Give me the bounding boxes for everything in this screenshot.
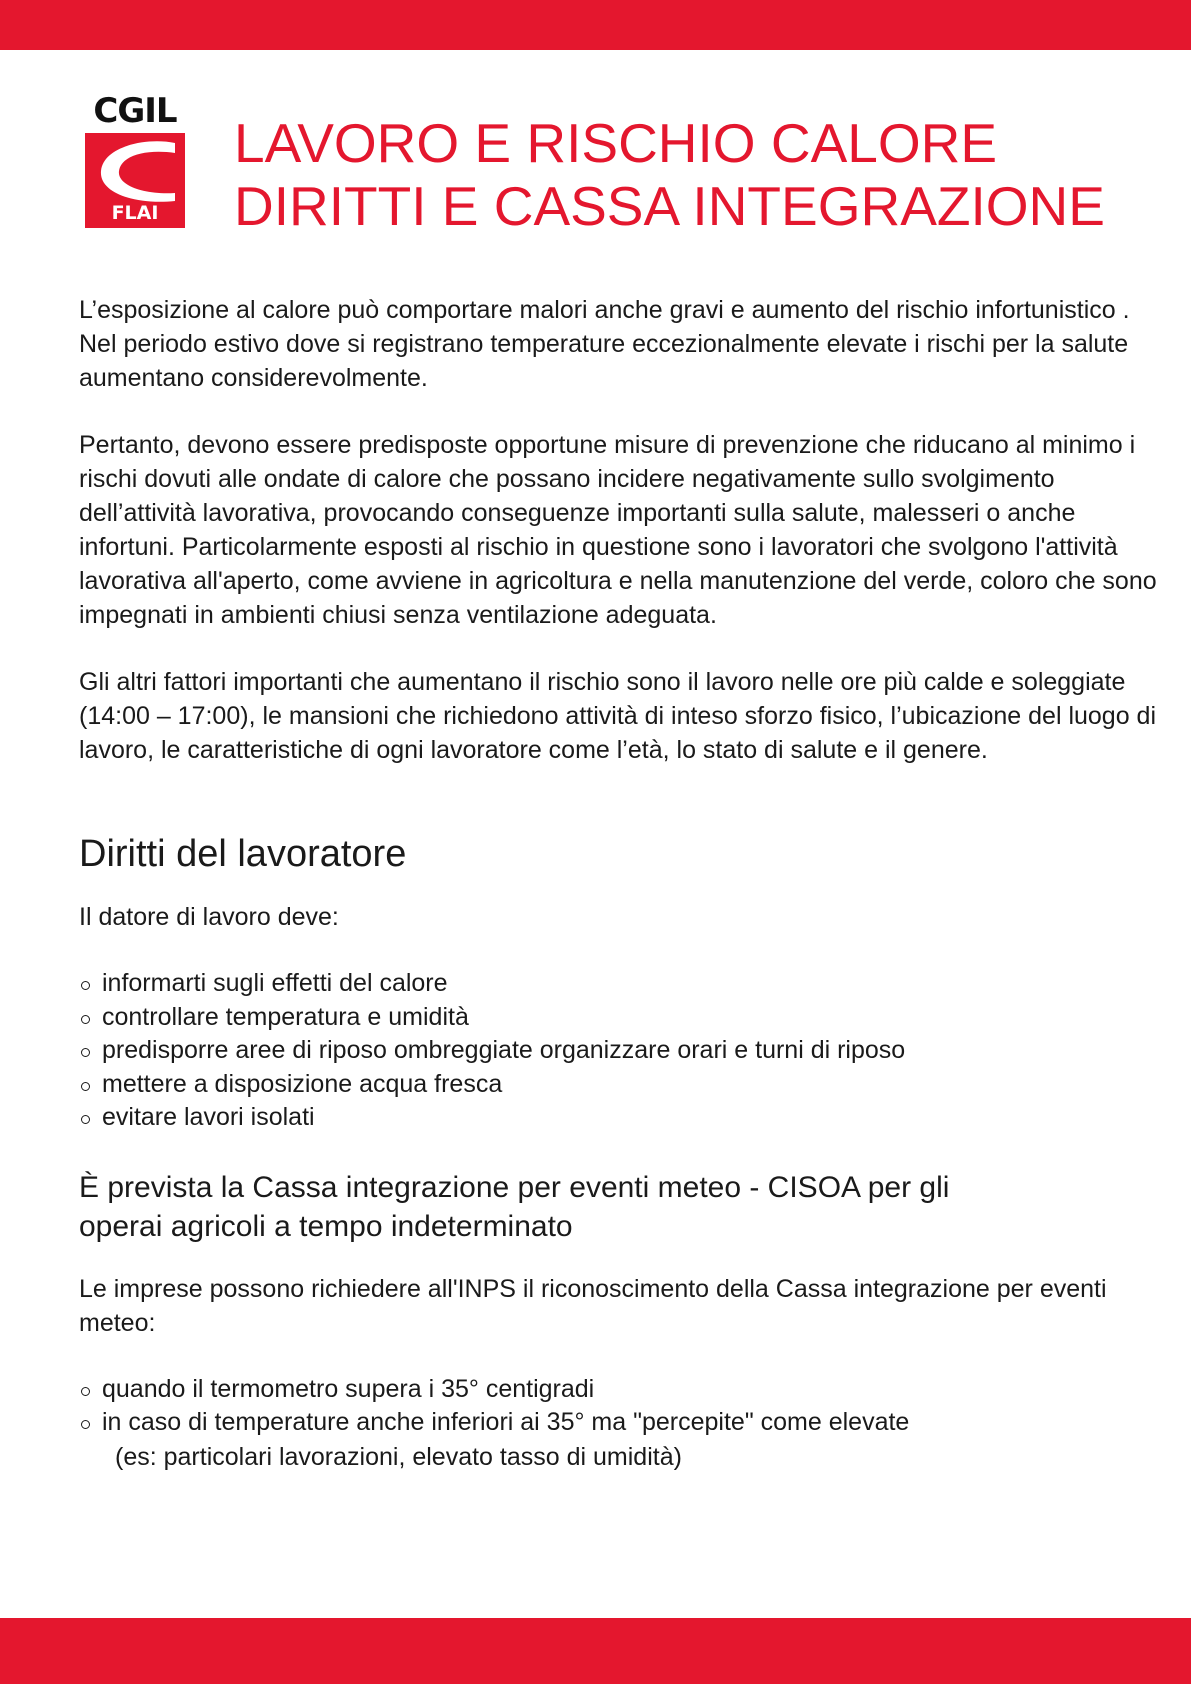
top-red-band (0, 0, 1191, 50)
title-line-1: LAVORO E RISCHIO CALORE (234, 112, 998, 174)
bottom-red-band (0, 1618, 1191, 1684)
logo-cgil-text: CGIL (93, 91, 177, 131)
rights-list (79, 967, 1169, 1135)
cisoa-note: (es: particolari lavorazioni, elevato tasso di umidità) (115, 1442, 682, 1471)
rights-heading: Diritti del lavoratore (79, 833, 407, 875)
cisoa-paragraph: Le imprese possono richiedere all'INPS il riconoscimento della Cassa integrazione per eventi meteo: (79, 1274, 1107, 1337)
list-item: in caso di temperature anche inferiori ai 35° ma "percepite" come elevate (79, 1406, 1169, 1440)
cgil-flai-logo (85, 93, 185, 228)
document-body (79, 293, 1169, 1474)
list-item: informarti sugli effetti del calore (79, 967, 1169, 1001)
title-line-2: DIRITTI E CASSA INTEGRAZIONE (234, 175, 1105, 237)
cisoa-heading (79, 1168, 1169, 1246)
list-item: mettere a disposizione acqua fresca (79, 1068, 1169, 1102)
cisoa-heading-line-2: operai agricoli a tempo indeterminato (79, 1209, 573, 1243)
rights-intro: Il datore di lavoro deve: (79, 903, 339, 931)
cisoa-list (79, 1373, 1169, 1440)
list-item: predisporre aree di riposo ombreggiate organizzare orari e turni di riposo (79, 1034, 1169, 1068)
intro-paragraph-1: L’esposizione al calore può comportare malori anche gravi e aumento del rischio infortunistico . Nel periodo estivo dove si registrano temperature eccezionalmente elevate i rischi per la salute aumentano considerevolmente. (79, 296, 1130, 392)
logo-red-box (85, 133, 185, 228)
page-title (234, 112, 1105, 238)
list-item: evitare lavori isolati (79, 1101, 1169, 1135)
list-item: controllare temperatura e umidità (79, 1001, 1169, 1035)
list-item: quando il termometro supera i 35° centigradi (79, 1373, 1169, 1407)
logo-flai-text: FLAI (111, 202, 159, 224)
intro-paragraph-3: Gli altri fattori importanti che aumentano il rischio sono il lavoro nelle ore più calde e soleggiate (14:00 – 17:00), le mansioni che richiedono attività di inteso sforzo fisico, l’ubicazione del luogo di lavoro, le caratteristiche di ogni lavoratore come l’età, lo stato di salute e il genere. (79, 668, 1157, 764)
intro-paragraph-2: Pertanto, devono essere predisposte opportune misure di prevenzione che riducano al minimo i rischi dovuti alle ondate di calore che possano incidere negativamente sullo svolgimento dell’attività lavorativa, provocando conseguenze importanti sulla salute, malesseri o anche infortuni. Particolarmente esposti al rischio in questione sono i lavoratori che svolgono l'attività lavorativa all'aperto, come avviene in agricoltura e nella manutenzione del verde, coloro che sono impegnati in ambienti chiusi senza ventilazione adeguata. (79, 431, 1157, 629)
cisoa-heading-line-1: È prevista la Cassa integrazione per eventi meteo - CISOA per gli (79, 1170, 950, 1204)
